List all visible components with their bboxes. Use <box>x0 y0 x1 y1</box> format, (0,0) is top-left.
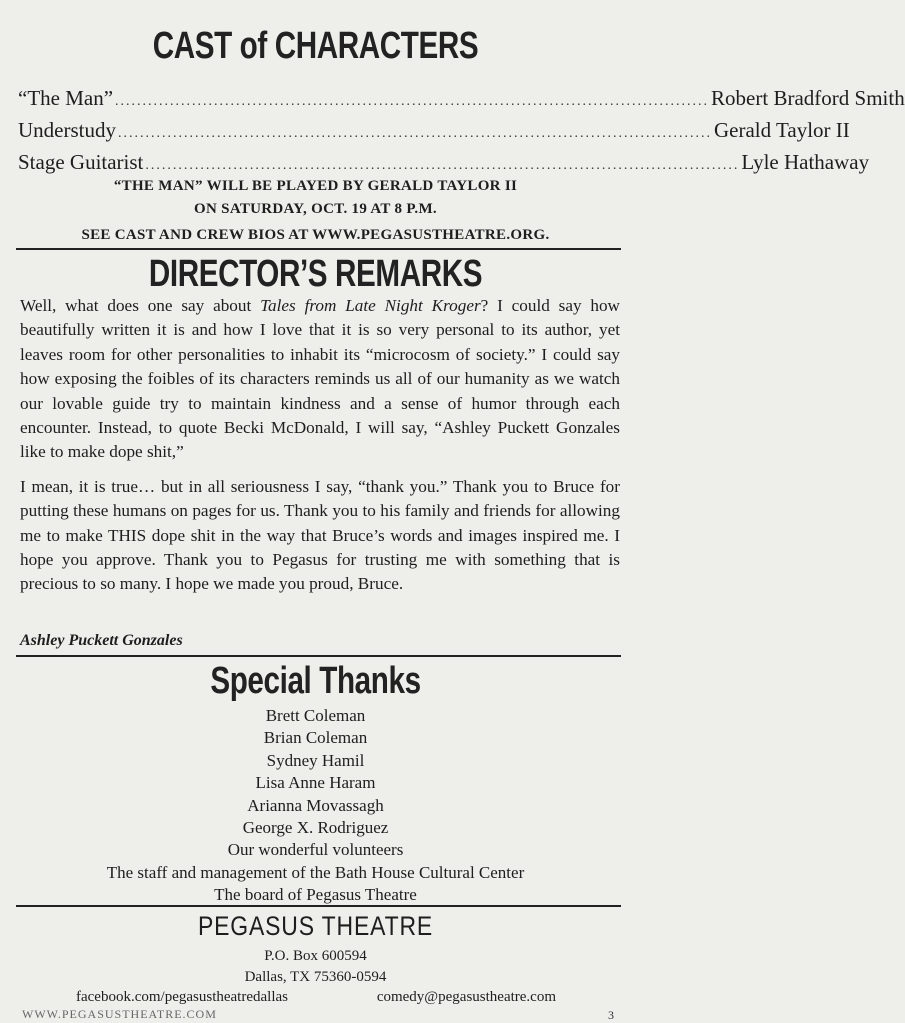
list-item: Lisa Anne Haram <box>255 773 376 793</box>
cast-role: “The Man” <box>18 86 114 110</box>
email-link[interactable]: comedy@pegasustheatre.com <box>376 989 556 1005</box>
divider <box>16 905 621 907</box>
po-box: P.O. Box 600594 <box>264 948 367 964</box>
special-thanks-heading: Special Thanks <box>210 660 421 702</box>
bios-note: SEE CAST AND CREW BIOS AT WWW.PEGASUSTHEATRE.ORG. <box>81 227 550 243</box>
list-item: Brian Coleman <box>263 728 368 748</box>
cast-row <box>18 148 870 180</box>
list-item: Sydney Hamil <box>266 750 365 770</box>
dot-leader: ............................................................................................................ <box>145 158 740 173</box>
list-item: Brett Coleman <box>265 706 366 725</box>
dot-leader: ............................................................................................................ <box>118 126 712 141</box>
list-item: George X. Rodriguez <box>242 818 389 838</box>
list-item: The staff and management of the Bath House Cultural Center <box>106 862 525 882</box>
dot-leader: ............................................................................................................ <box>115 94 710 109</box>
understudy-notice-line1: “THE MAN” WILL BE PLAYED BY GERALD TAYLOR II <box>113 178 518 194</box>
divider <box>16 655 621 657</box>
cast-role: Understudy <box>18 118 116 142</box>
list-item: Our wonderful volunteers <box>227 840 404 860</box>
divider <box>16 248 621 250</box>
contact-row <box>76 989 556 1006</box>
cast-row <box>18 116 850 148</box>
theatre-name: PEGASUS THEATRE <box>197 911 434 941</box>
cast-row <box>18 84 905 116</box>
cast-actor: Lyle Hathaway <box>741 150 870 174</box>
understudy-notice-line2: ON SATURDAY, OCT. 19 AT 8 P.M. <box>194 201 437 217</box>
cast-heading: CAST of CHARACTERS <box>152 25 479 67</box>
page-number: 3 <box>608 1008 614 1022</box>
footer-url[interactable]: WWW.PEGASUSTHEATRE.COM <box>22 1007 217 1021</box>
special-thanks-list <box>0 705 631 907</box>
director-heading: DIRECTOR’S REMARKS <box>148 253 483 295</box>
city-address: Dallas, TX 75360-0594 <box>244 969 387 985</box>
cast-actor: Robert Bradford Smith <box>711 86 905 110</box>
remarks-paragraph: Well, what does one say about Tales from Late Night Kroger? I could say how beautifully written it is and how I love that it is so very personal to its author, yet leaves room for other personalities to inhabit its “microcosm of society.” I could say how exposing the foibles of its characters reminds us all of our humanity as we watch our lovable guide try to maintain kindness and a sense of humor through each encounter. Instead, to quote Becki McDonald, I will say, “Ashley Puckett Gonzales like to make dope shit,” <box>20 296 620 462</box>
remarks-paragraph: I mean, it is true… but in all seriousness I say, “thank you.” Thank you to Bruce for putting these humans on pages for us. Thank you to his family and friends for allowing me to make THIS dope shit in the way that Bruce’s words and images inspired me. I hope you approve. Thank you to Pegasus for trusting me with something that is precious to so many. I hope we made you proud, Bruce. <box>20 476 620 594</box>
director-signature: Ashley Puckett Gonzales <box>20 632 183 649</box>
list-item: The board of Pegasus Theatre <box>214 885 417 905</box>
cast-actor: Gerald Taylor II <box>714 118 850 142</box>
cast-role: Stage Guitarist <box>18 150 144 174</box>
list-item: Arianna Movassagh <box>247 795 384 815</box>
facebook-link[interactable]: facebook.com/pegasustheatredallas <box>76 989 288 1005</box>
director-remarks <box>20 294 620 607</box>
cast-list <box>18 84 905 180</box>
play-title: Tales from Late Night Kroger <box>260 296 481 315</box>
